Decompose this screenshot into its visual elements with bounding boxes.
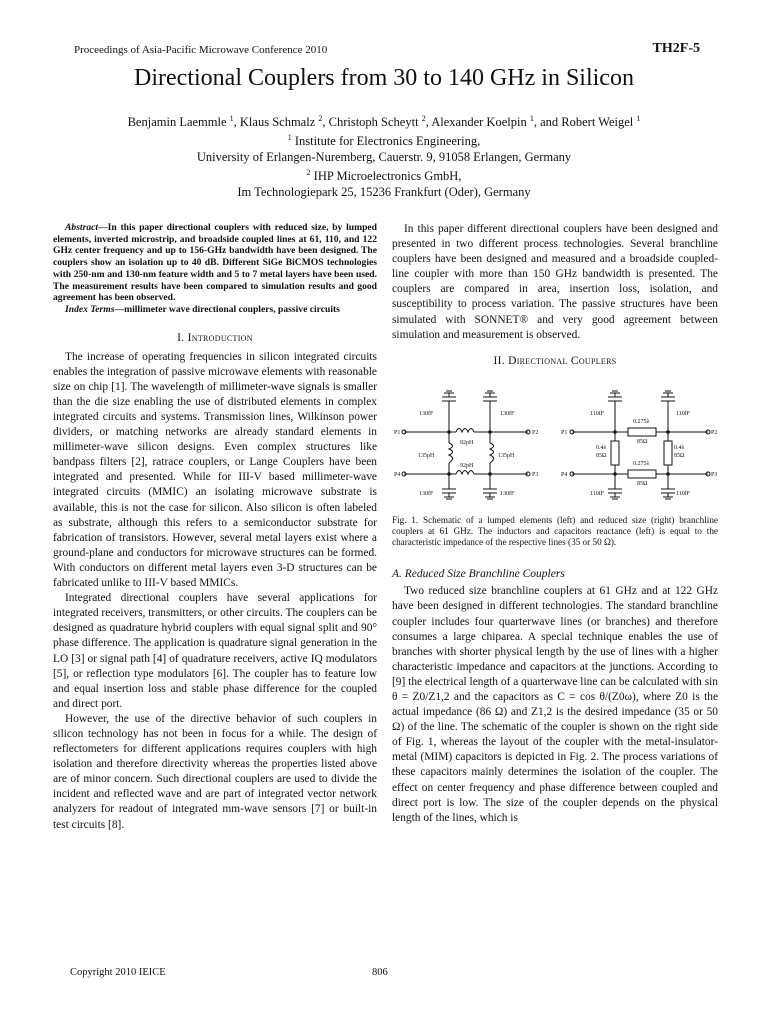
paper-title: Directional Couplers from 30 to 140 GHz in Silicon xyxy=(134,65,634,91)
right-column xyxy=(392,222,718,826)
label-cap: 130fF xyxy=(419,490,434,497)
label-line: 0.275λ xyxy=(633,460,650,467)
author-name: Robert Weigel xyxy=(561,115,634,130)
port-label: P3 xyxy=(711,471,718,478)
label-cap: 110fF xyxy=(676,410,691,417)
port-label: P4 xyxy=(561,471,568,478)
paragraph: The increase of operating frequencies in silicon integrated circuits enables the integration of passive microwave elements with reasonable size on chip [1]. The wavelength of millimeter-wave signals is smaller than the die size enabling the use of distributed elements in complex integrated circuits and systems. Transmission lines, Wilkinson power dividers, or matching networks are already standard elements in millimeter-wave silicon designs. Even complex structures like bandpass filters [2], ratrace couplers, or Lange Couplers have been integrated and presented. While for III-V based millimeter-wave integrated circuits (MMIC) an isolating microwave substrate is available, this is not the case for silicon. Also silicon is often labeled as substrate, although this refers to a semiconductor substrate for fabrication of transistors. However, several metal layers exist where a ground-plane and conductors for microwave structures can be formed. With conductors on different metal layers even 3-D structures can be fabricated unlike to III-V based MMICs. xyxy=(53,350,377,590)
author-aff-mark: 2 xyxy=(421,114,426,123)
label-line: 85Ω xyxy=(637,438,648,445)
paragraph: Two reduced size branchline couplers at 61 GHz and at 122 GHz have been designed in different technologies. The standard branchline coupler includes four quarterwave lines (or branches) and therefore consumes a large chiparea. A special technique enables the use of branches with shorter physical length by the use of lines with a higher characteristic impedance and capacitors at the junctions. According to [9] the electrical length of a quarterwave line can be calculated with sin θ = Z0/Z1,2 and the capacitors as C = cos θ/(Z0ω), where Z0 is the actual impedance (86 Ω) and Z1,2 is the desired impedance (35 or 50 Ω) of the line. The schematic of the coupler is shown on the right side of Fig. 1, whereas the layout of the coupler with the metal-insulator-metal (MIM) capacitors is depicted in Fig. 2. The process variations of these capacitors mainly determines the isolation of the coupler. The effect on center frequency and phase difference between coupled and direct port is low. The size of the coupler depends on the physical length of the lines, which is xyxy=(392,585,718,824)
section-heading-couplers: II. Directional Couplers xyxy=(493,354,617,367)
label-cap: 110fF xyxy=(590,410,605,417)
left-column xyxy=(53,222,377,833)
port-label: P1 xyxy=(561,429,568,436)
label-ind: 135pH xyxy=(498,452,515,459)
affiliation-2 xyxy=(0,165,768,184)
label-cap: 130fF xyxy=(500,490,515,497)
port-label: P2 xyxy=(532,429,539,436)
author-name: Alexander Koelpin xyxy=(431,115,527,130)
label-cap: 110fF xyxy=(676,490,691,497)
aff-name: IHP Microelectronics GmbH, xyxy=(313,169,462,184)
aff-name: Institute for Electronics Engineering, xyxy=(294,134,481,149)
author-list: Benjamin Laemmle $^1$, Klaus Schmalz $^2$, Christoph Scheytt $^2$, Alexander Koelpin $^1$, and Robert Weigel $^1$ xyxy=(127,114,641,130)
author-aff-mark: 1 xyxy=(229,114,234,123)
section-heading-intro: I. Introduction xyxy=(177,331,253,344)
paragraph: However, the use of the directive behavior of such couplers in silicon technology has not been in focus for a while. The design of reflectometers for different applications requires couplers with high isolation and therefore directivity whereas the properties listed above are of minor concern. Such directional couplers are used to divide the incident and reflected wave and are part of integrated vector network analyzers for readout of integrated mm-wave sensors [7] or built-in test circuits [8]. xyxy=(53,712,377,831)
abstract-label: Abstract xyxy=(65,222,99,233)
author-aff-mark: 1 xyxy=(636,114,641,123)
label-line: 85Ω xyxy=(674,452,685,459)
author-name: Benjamin Laemmle xyxy=(127,115,227,130)
author-name: Klaus Schmalz xyxy=(239,115,316,130)
port-label: P1 xyxy=(394,429,401,436)
port-label: P4 xyxy=(394,471,401,478)
affiliation-1 xyxy=(0,130,768,149)
author-aff-mark: 2 xyxy=(318,114,323,123)
label-line: 0.275λ xyxy=(633,418,650,425)
author-block xyxy=(0,111,768,200)
abstract xyxy=(53,222,377,316)
paper-code: TH2F-5 xyxy=(652,41,700,56)
aff-mark: 1 xyxy=(287,133,292,143)
subsection-a-body xyxy=(392,584,718,826)
label-line: 0.4λ xyxy=(596,444,607,451)
page-number: 806 xyxy=(372,967,388,978)
proceedings-header: Proceedings of Asia-Pacific Microwave Conference 2010 xyxy=(74,44,328,56)
paragraph: In this paper different directional couplers have been designed and presented in two different process technologies. Several branchline couplers have been designed and measured and a broadside coupled-line coupler with more than 150 GHz bandwidth is presented. The couplers are compared in area, insertion loss, isolation, and susceptibility to process variation. The passive structures have been simulated with SONNET® and very good agreement between simulation and measurement is observed. xyxy=(392,223,718,341)
intro-body xyxy=(53,350,377,833)
index-terms-label: Index Terms xyxy=(65,303,115,315)
copyright-footer: Copyright 2010 IEICE xyxy=(70,967,166,978)
label-line: 0.4λ xyxy=(674,444,685,451)
affiliation-2-address: Im Technologiepark 25, 15236 Frankfurt (Oder), Germany xyxy=(237,185,531,200)
label-ind: 92pH xyxy=(460,439,474,446)
right-intro xyxy=(392,222,718,343)
label-cap: 130fF xyxy=(500,410,515,417)
figure-1-caption: Fig. 1. Schematic of a lumped elements (left) and reduced size (right) branchline couplers at 61 GHz. The inductors and capacitors reactance (left) is equal to the characteristic impedance of the respective lines (35 or 50 Ω). xyxy=(392,514,718,548)
label-line: 85Ω xyxy=(637,480,648,487)
port-label: P2 xyxy=(711,429,718,436)
port-label: P3 xyxy=(532,471,539,478)
figure-1-schematic xyxy=(392,371,718,513)
subsection-heading-a: A. Reduced Size Branchline Couplers xyxy=(392,568,565,581)
label-ind: 135pH xyxy=(418,452,435,459)
affiliation-1-address: University of Erlangen-Nuremberg, Cauerstr. 9, 91058 Erlangen, Germany xyxy=(196,150,572,165)
label-cap: 130fF xyxy=(419,410,434,417)
label-cap: 110fF xyxy=(590,490,605,497)
abstract-text: —In this paper directional couplers with reduced size, by lumped elements, inverted microstrip, and broadside coupled lines at 61, 110, and 122 GHz center frequency and up to 156-GHz bandwidth have been designed. The couplers show an isolation up to 40 dB. Different SiGe BiCMOS technologies with 250-nm and 130-nm feature width and 5 to 7 metal layers have been used. The measurement results have been compared to simulation results and good agreement has been observed. xyxy=(53,222,377,304)
label-line: 85Ω xyxy=(596,452,607,459)
label-ind: 92pH xyxy=(460,462,474,469)
aff-mark: 2 xyxy=(306,168,311,178)
author-aff-mark: 1 xyxy=(529,114,534,123)
paragraph: Integrated directional couplers have several applications for integrated receivers, transmitters, or other circuits. The couplers can be designed as quadrature hybrid couplers with equal signal split and 90° phase difference. The application is quadrature signal generation in the LO [3] or signal path [4] of quadrature receivers, active IQ modulators [5], or reflection type modulators [6]. The coupler has to feature low and equal insertion loss and stable phase difference for the coupled and direct port. xyxy=(53,592,377,710)
author-name: Christoph Scheytt xyxy=(328,115,419,130)
index-terms-text: —millimeter wave directional couplers, passive circuits xyxy=(114,303,340,315)
